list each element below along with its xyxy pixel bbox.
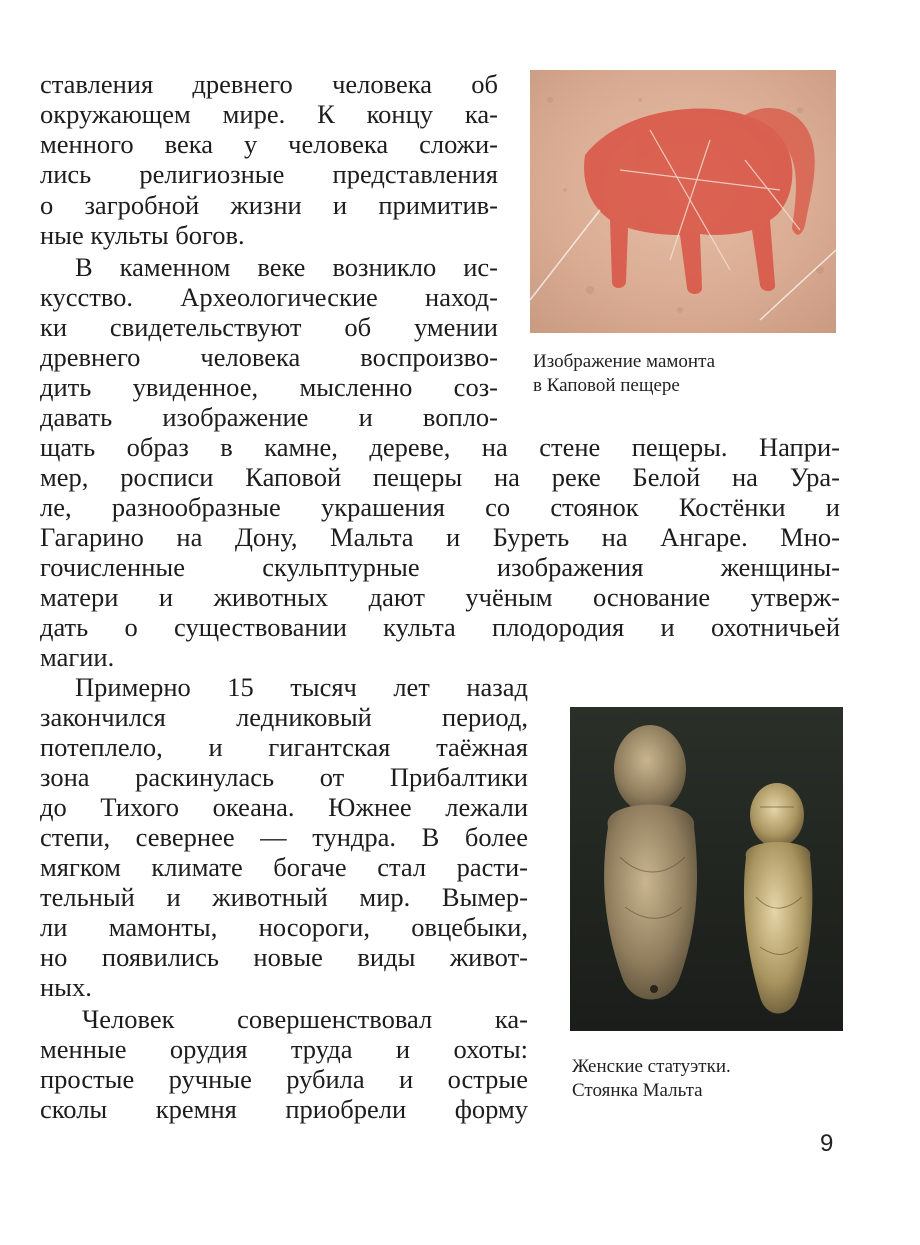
text-line: тельный и животный мир. Вымер- [40, 882, 528, 912]
text-line: ставления древнего человека об [40, 69, 498, 99]
statuettes-caption-line1: Женские статуэтки. [572, 1056, 731, 1077]
text-line: ки свидетельствуют об умении [40, 312, 498, 342]
text-line: мер, росписи Каповой пещеры на реке Белой на Ура- [40, 462, 840, 492]
mammoth-caption-line1: Изображение мамонта [533, 351, 716, 372]
text-line: щать образ в камне, дереве, на стене пещеры. Напри- [40, 432, 840, 462]
text-line: лись религиозные представления [40, 159, 498, 189]
text-line: Гагарино на Дону, Мальта и Буреть на Ангаре. Мно- [40, 522, 840, 552]
text-line: степи, севернее — тундра. В более [40, 822, 528, 852]
text-line: сколы кремня приобрели форму [40, 1094, 528, 1124]
mammoth-cave-painting [530, 70, 836, 333]
text-line: ных. [40, 972, 92, 1002]
text-line: потеплело, и гигантская таёжная [40, 732, 528, 762]
mammoth-caption-line2: в Каповой пещере [533, 375, 680, 396]
text-line: кусство. Археологические наход- [40, 282, 498, 312]
text-line: магии. [40, 642, 115, 672]
statuettes-caption-line2: Стоянка Мальта [572, 1080, 703, 1101]
female-statuettes-photo [570, 707, 843, 1031]
text-line: давать изображение и вопло- [40, 402, 498, 432]
text-line: древнего человека воспроизво- [40, 342, 498, 372]
text-line: ные культы богов. [40, 220, 245, 250]
paragraph-start: В каменном веке возникло ис- [75, 252, 498, 282]
text-line: ле, разнообразные украшения со стоянок Костёнки и [40, 492, 840, 522]
text-line: дать о существовании культа плодородия и охотничьей [40, 612, 840, 642]
text-line: гочисленные скульптурные изображения женщины- [40, 552, 840, 582]
text-line: простые ручные рубила и острые [40, 1064, 528, 1094]
text-line: дить увиденное, мысленно соз- [40, 372, 498, 402]
text-line: матери и животных дают учёным основание утверж- [40, 582, 840, 612]
text-line: менного века у человека сложи- [40, 129, 498, 159]
text-line: мягком климате богаче стал расти- [40, 852, 528, 882]
text-line: закончился ледниковый период, [40, 702, 528, 732]
text-line: зона раскинулась от Прибалтики [40, 762, 528, 792]
text-line: окружающем мире. К концу ка- [40, 99, 498, 129]
text-line: ли мамонты, носороги, овцебыки, [40, 912, 528, 942]
text-line: до Тихого океана. Южнее лежали [40, 792, 528, 822]
text-line: о загробной жизни и примитив- [40, 190, 498, 220]
text-line: но появились новые виды живот- [40, 942, 528, 972]
text-line: менные орудия труда и охоты: [40, 1034, 528, 1064]
page-number: 9 [820, 1130, 834, 1157]
paragraph-start: Примерно 15 тысяч лет назад [75, 672, 528, 702]
paragraph-start: Человек совершенствовал ка- [82, 1004, 528, 1034]
